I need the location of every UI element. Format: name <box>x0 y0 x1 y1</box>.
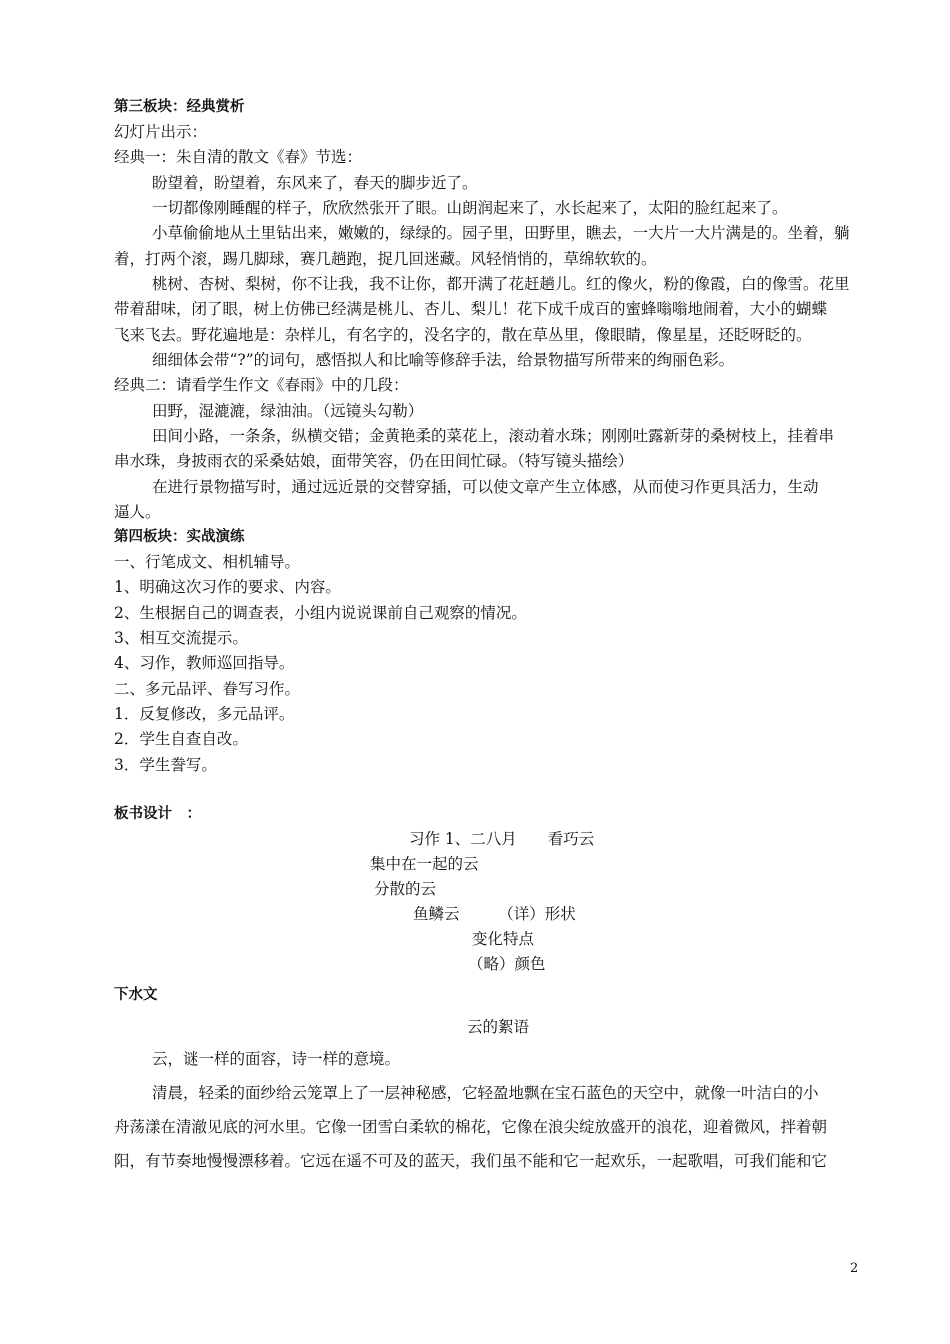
example1-para3-line2: 着，打两个滚，踢几脚球，赛几趟跑，捉几回迷藏。风轻悄悄的，草绵软软的。 <box>114 250 657 268</box>
example2-para3-line1: 在进行景物描写时，通过远近景的交替穿插，可以使文章产生立体感，从而使习作更具活力，生动 <box>152 478 819 496</box>
example2-title: 经典二：请看学生作文《春雨》中的几段： <box>114 376 409 394</box>
example1-para4-line3: 飞来飞去。野花遍地是：杂样儿，有名字的，没名字的，散在草丛里，像眼睛，像星星，还眨呀眨的。 <box>114 326 812 344</box>
slide-label: 幻灯片出示： <box>114 123 208 141</box>
list-item: 2、生根据自己的调查表，小组内说说课前自己观察的情况。 <box>114 604 527 622</box>
example1-para4-line1: 桃树、杏树、梨树，你不让我，我不让你，都开满了花赶趟儿。红的像火，粉的像霞，白的像雪。花里 <box>152 275 850 293</box>
example1-title: 经典一：朱自清的散文《春》节选： <box>114 148 363 166</box>
example1-para4-line2: 带着甜味，闭了眼，树上仿佛已经满是桃儿、杏儿、梨儿！花下成千成百的蜜蜂嗡嗡地闹着，大小的蝴蝶 <box>114 300 828 318</box>
example2-para3-line2: 逼人。 <box>114 503 161 521</box>
example1-para5: 细细体会带“?”的词句，感悟拟人和比喻等修辞手法，给景物描写所带来的绚丽色彩。 <box>152 351 735 369</box>
essay-para2-line1: 清晨，轻柔的面纱给云笼罩上了一层神秘感，它轻盈地飘在宝石蓝色的天空中，就像一叶洁白的小 <box>152 1084 819 1102</box>
list-item: 1、明确这次习作的要求、内容。 <box>114 578 341 596</box>
essay-para2-line3: 阳，有节奏地慢慢漂移着。它远在遥不可及的蓝天，我们虽不能和它一起欢乐，一起歌唱，可我们能和它 <box>114 1152 828 1170</box>
board-heading: 板书设计 ： <box>114 806 201 822</box>
example1-para2: 一切都像刚睡醒的样子，欣欣然张开了眼。山朗润起来了，水长起来了，太阳的脸红起来了。 <box>152 199 788 217</box>
list-item: 3、相互交流提示。 <box>114 629 248 647</box>
example2-para1: 田野，湿漉漉，绿油油。（远镜头勾勒） <box>152 402 424 420</box>
board-title: 习作 1、二八月 看巧云 <box>409 830 595 848</box>
list-item: 二、多元品评、眷写习作。 <box>114 680 301 698</box>
list-item: 4、习作，教师巡回指导。 <box>114 654 295 672</box>
essay-para2-line2: 舟荡漾在清澈见底的河水里。它像一团雪白柔软的棉花，它像在浪尖绽放盛开的浪花，迎着微风，拌着朝 <box>114 1118 828 1136</box>
example1-para1: 盼望着，盼望着，东风来了，春天的脚步近了。 <box>152 174 478 192</box>
board-line-fishscale: 鱼鳞云 （详）形状 <box>413 905 576 923</box>
essay-para1: 云，谜一样的面容，诗一样的意境。 <box>152 1050 401 1068</box>
list-item: 一、行笔成文、相机辅导。 <box>114 553 301 571</box>
section4-heading: 第四板块：实战演练 <box>114 529 245 545</box>
list-item: 1．反复修改，多元品评。 <box>114 705 295 723</box>
sample-essay-heading: 下水文 <box>114 987 158 1003</box>
example2-para2-line1: 田间小路，一条条，纵横交错；金黄艳柔的菜花上，滚动着水珠；刚刚吐露新芽的桑树枝上，挂着串 <box>152 427 835 445</box>
board-line-concentrated: 集中在一起的云 <box>370 855 479 873</box>
section3-heading: 第三板块：经典赏析 <box>114 99 245 115</box>
board-line-change: 变化特点 <box>472 930 535 948</box>
example2-para2-line2: 串水珠，身披雨衣的采桑姑娘，面带笑容，仍在田间忙碌。（特写镜头描绘） <box>114 452 634 470</box>
board-line-color: （略）颜色 <box>468 955 546 973</box>
essay-title: 云的絮语 <box>467 1018 530 1036</box>
example1-para3-line1: 小草偷偷地从土里钻出来，嫩嫩的，绿绿的。园子里，田野里，瞧去，一大片一大片满是的。坐着，躺 <box>152 224 850 242</box>
list-item: 2．学生自查自改。 <box>114 730 248 748</box>
page-number: 2 <box>850 1261 859 1276</box>
list-item: 3．学生誊写。 <box>114 756 217 774</box>
board-line-scattered: 分散的云 <box>374 880 437 898</box>
